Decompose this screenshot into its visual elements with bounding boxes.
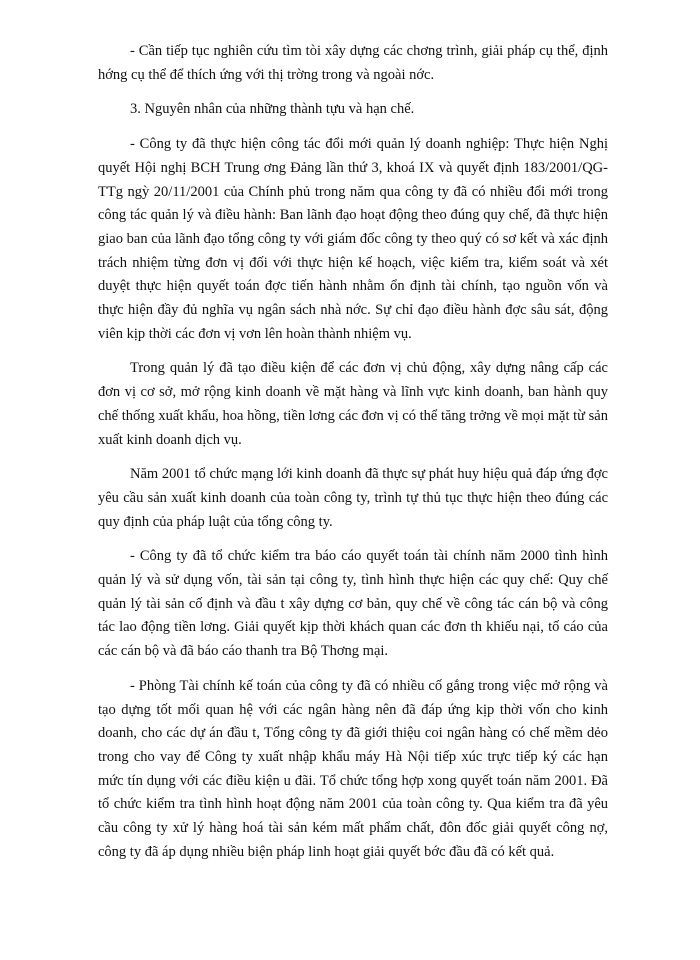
paragraph-finance-department: - Phòng Tài chính kế toán của công ty đã có nhiều cố gắng trong việc mở rộng và tạo dựng tốt mối quan hệ với các ngân hàng nên đã đáp ứng kịp thời vốn cho kinh doanh, cho các dự án đầu t, Tổng công ty đã giới thiệu coi ngân hàng có chế mềm dẻo trong cho vay để Công ty xuất nhập khẩu máy Hà Nội tiếp xúc trực tiếp ký các hạn mức tín dụng với các điều kiện u đãi. Tổ chức tổng hợp xong quyết toán năm 2001. Đã tổ chức kiểm tra tình hình hoạt động năm 2001 của toàn công ty. Qua kiểm tra đã yêu cầu công ty xử lý hàng hoá tài sản kém mất phẩm chất, đôn đốc giải quyết công nợ, công ty đã áp dụng nhiều biện pháp linh hoạt giải quyết bớc đầu đã có kết quả. bbox=[98, 677, 608, 860]
section-heading-causes: 3. Nguyên nhân của những thành tựu và hạn chế. bbox=[130, 101, 415, 118]
paragraph-network-2001: Năm 2001 tổ chức mạng lới kinh doanh đã thực sự phát huy hiệu quả đáp ứng đợc yêu cầu sản xuất kinh doanh của toàn công ty, trình tự thủ tục thực hiện theo đúng các quy định của pháp luật của tổng công ty. bbox=[98, 466, 608, 530]
paragraph-management-conditions: Trong quản lý đã tạo điều kiện để các đơn vị chủ động, xây dựng nâng cấp các đơn vị cơ sở, mở rộng kinh doanh về mặt hàng và lĩnh vực kinh doanh, ban hành quy chế thống xuất khẩu, hoa hồng, tiền lơng các đơn vị có thể tăng trởng về mọi mặt từ sản xuất kinh doanh dịch vụ. bbox=[98, 360, 608, 448]
document-page bbox=[98, 40, 608, 876]
paragraph-audit-2000: - Công ty đã tổ chức kiểm tra báo cáo quyết toán tài chính năm 2000 tình hình quản lý và sử dụng vốn, tài sản tại công ty, tình hình thực hiện các quy chế: Quy chế quản lý tài sản cố định và đầu t xây dựng cơ bản, quy chế về công tác cán bộ và công tác lao động tiền lơng. Giải quyết kịp thời khách quan các đơn th khiếu nại, tố cáo của các cán bộ và đã báo cáo thanh tra Bộ Thơng mại. bbox=[98, 548, 608, 660]
paragraph-management-reform: - Công ty đã thực hiện công tác đổi mới quản lý doanh nghiệp: Thực hiện Nghị quyết Hội nghị BCH Trung ơng Đảng lần thứ 3, khoá IX và quyết định 183/2001/QG-TTg ngỳ 20/11/2001 của Chính phủ trong năm qua công ty đã có nhiều đổi mới trong công tác quản lý và điều hành: Ban lãnh đạo hoạt động theo đúng quy chế, đã thực hiện giao ban của lãnh đạo tổng công ty với giám đốc công ty theo quý có sơ kết và xác định trách nhiệm từng đơn vị đối với thực hiện kế hoạch, việc kiểm tra, kiểm soát và xét duyệt thực hiện quyết toán đợc tiến hành nhằm ổn định tài chính, tạo nguồn vốn và thực hiện đầy đủ nghĩa vụ ngân sách nhà nớc. Sự chỉ đạo điều hành đợc sâu sát, động viên kịp thời các đơn vị vơn lên hoàn thành nhiệm vụ. bbox=[98, 136, 608, 342]
paragraph-research-need: - Cần tiếp tục nghiên cứu tìm tòi xây dựng các chơng trình, giải pháp cụ thể, định hớng cụ thể để thích ứng với thị trờng trong và ngoài nớc. bbox=[98, 43, 608, 83]
